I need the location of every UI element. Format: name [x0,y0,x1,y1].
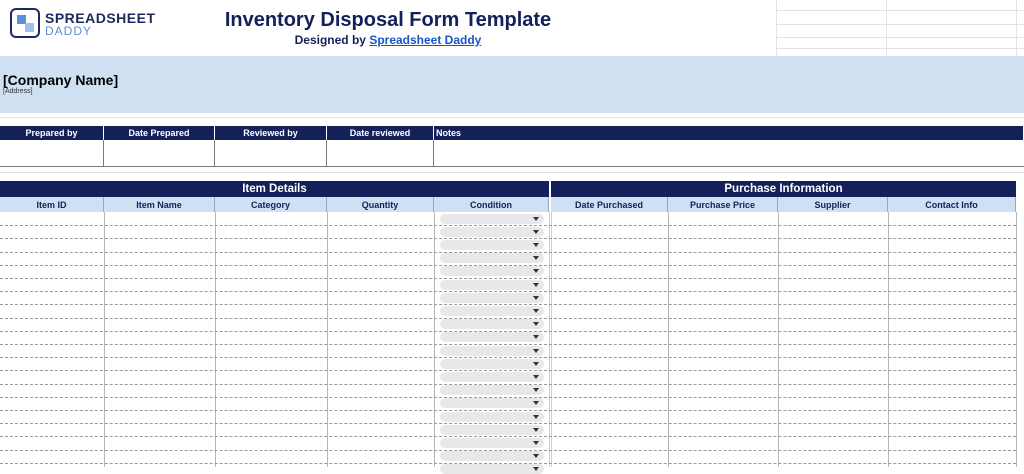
column-divider [1016,212,1017,467]
table-row [0,304,1016,305]
reviewed-by-cell[interactable] [215,140,327,167]
column-divider [549,212,550,467]
supplier-column-header: Supplier [778,197,888,212]
logo-subtext: DADDY [45,24,93,38]
condition-dropdown[interactable] [440,412,544,422]
condition-dropdown[interactable] [440,385,544,395]
column-divider [551,212,552,467]
condition-dropdown[interactable] [440,425,544,435]
chevron-down-icon [533,335,539,339]
date-prepared-header: Date Prepared [104,126,215,140]
table-row [0,225,1016,226]
category-column-header: Category [215,197,327,212]
date-prepared-cell[interactable] [104,140,215,167]
table-row [0,357,1016,358]
table-row [0,344,1016,345]
chevron-down-icon [533,428,539,432]
condition-dropdown[interactable] [440,398,544,408]
contact-info-column-header: Contact Info [888,197,1016,212]
item-details-header: Item Details [0,181,549,197]
quantity-column-header: Quantity [327,197,434,212]
condition-dropdown[interactable] [440,253,544,263]
condition-dropdown[interactable] [440,332,544,342]
chevron-down-icon [533,296,539,300]
column-divider [778,212,779,467]
notes-header: Notes [434,126,1024,140]
date-reviewed-header: Date reviewed [327,126,434,140]
condition-dropdown[interactable] [440,280,544,290]
date-purchased-column-header: Date Purchased [551,197,668,212]
chevron-down-icon [533,375,539,379]
date-reviewed-cell[interactable] [327,140,434,167]
spreadsheet-daddy-link[interactable]: Spreadsheet Daddy [369,33,482,47]
column-divider [434,212,435,467]
chevron-down-icon [533,362,539,366]
condition-dropdown[interactable] [440,438,544,448]
column-divider [327,212,328,467]
condition-dropdown[interactable] [440,214,544,224]
condition-dropdown[interactable] [440,372,544,382]
chevron-down-icon [533,322,539,326]
reviewed-by-header: Reviewed by [215,126,327,140]
chevron-down-icon [533,243,539,247]
item-id-column-header: Item ID [0,197,104,212]
condition-dropdown[interactable] [440,266,544,276]
chevron-down-icon [533,349,539,353]
item-name-column-header: Item Name [104,197,215,212]
table-row [0,238,1016,239]
company-band [0,56,1024,113]
chevron-down-icon [533,401,539,405]
chevron-down-icon [533,269,539,273]
column-divider [888,212,889,467]
purchase-price-column-header: Purchase Price [668,197,778,212]
chevron-down-icon [533,467,539,471]
subtitle-prefix: Designed by [294,33,370,47]
chevron-down-icon [533,230,539,234]
page-subtitle [0,33,776,47]
condition-dropdown[interactable] [440,359,544,369]
column-divider [104,212,105,467]
column-divider [668,212,669,467]
table-row [0,370,1016,371]
notes-cell[interactable] [434,140,1024,167]
condition-dropdown[interactable] [440,227,544,237]
chevron-down-icon [533,454,539,458]
chevron-down-icon [533,283,539,287]
table-row [0,410,1016,411]
table-row [0,436,1016,437]
column-divider [215,212,216,467]
condition-dropdown[interactable] [440,319,544,329]
chevron-down-icon [533,309,539,313]
condition-dropdown[interactable] [440,293,544,303]
condition-dropdown[interactable] [440,346,544,356]
prepared-by-header: Prepared by [0,126,104,140]
table-row [0,291,1016,292]
chevron-down-icon [533,441,539,445]
company-name[interactable]: [Company Name] [3,72,119,88]
table-row [0,423,1016,424]
purchase-information-header: Purchase Information [551,181,1016,197]
chevron-down-icon [533,415,539,419]
logo-text: SPREADSHEET [45,10,156,26]
condition-dropdown[interactable] [440,306,544,316]
condition-column-header: Condition [434,197,549,212]
condition-dropdown[interactable] [440,464,544,474]
chevron-down-icon [533,388,539,392]
table-row [0,278,1016,279]
condition-dropdown[interactable] [440,240,544,250]
chevron-down-icon [533,217,539,221]
condition-dropdown[interactable] [440,451,544,461]
company-address[interactable]: [Address] [3,88,33,95]
prepared-by-cell[interactable] [0,140,104,167]
page-title: Inventory Disposal Form Template [224,9,552,31]
chevron-down-icon [533,256,539,260]
